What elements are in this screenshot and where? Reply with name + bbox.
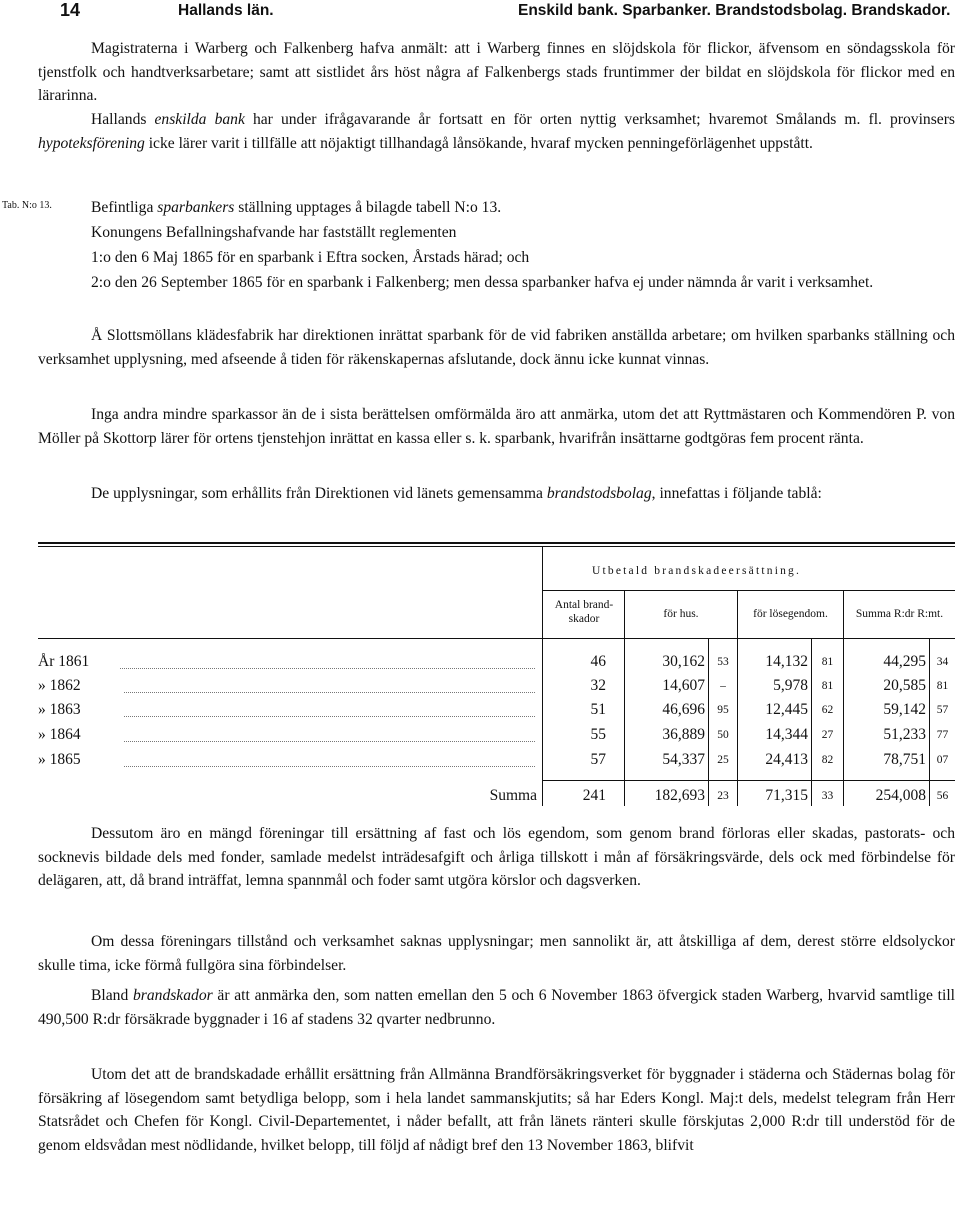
page-number: 14 xyxy=(60,0,81,20)
paragraph-brandskador: Bland brandskador är att anmärka den, som natten emellan den 5 och 6 November 1863 öfvergick staden Warberg, hvarvid samtlige till 490,500 R:dr försäkrade byggnader i 16 af stadens 32 qvarter nedbrunno. xyxy=(38,987,956,1028)
header-region: Hallands län. xyxy=(178,2,274,19)
paragraph-sparbanker: Befintliga sparbankers ställning upptages å bilagde tabell N:o 13. xyxy=(91,199,502,216)
paragraph-upplysningar: Om dessa föreningars tillstånd och verksamhet saknas upplysningar; men sannolikt är, att åtskilliga af dem, derest större eldsolyckor skulle tima, icke förmå fullgöra sina förbindelser. xyxy=(38,933,955,974)
paragraph-slottsmollan: Å Slottsmöllans klädesfabrik har direktionen inrättat sparbank för de vid fabriken anställda arbetare; om hvilken sparbanks ställning och verksamhet upplysning, med afseende å tiden för räkenskapernas afslutande, dock ännu icke kunnat vinnas. xyxy=(38,327,955,368)
running-header xyxy=(0,0,960,26)
paragraph-ersattning: Utom det att de brandskadade erhållit ersättning från Allmänna Brandförsäkringsverket för byggnader i städerna och Städernas bolag för försäkring af lösegendom samt betydliga belopp, som i hela landet sammanskjutits; så har Eders Kongl. Maj:t dels, medelst telegram från Herr Statsrådet och Chefen för Kongl. Civil-Departementet, i nåder befallt, att från länets ränteri skulle förskjutas 2,000 R:dr till understöd för de genom eldsvådan mest nödlidande, hvilket belopp, till följd af nådigt bref den 13 November 1863, blifvit xyxy=(38,1066,955,1154)
column-header-losegendom: för lösegendom. xyxy=(753,608,828,620)
column-header-count: Antal brand-skador xyxy=(554,599,614,625)
paragraph-foreningar: Dessutom äro en mängd föreningar till ersättning af fast och lös egendom, som genom brand förloras eller skadas, pastorats- och socknevis bildade dels med fonder, samlade medelst inträdesafgift och årliga tillskott i mån af försäkringsvärde, dels ock med förbindelse för delägaren, att, då brand inträffat, lemna spannmål och foder samt utgöra körslor och dagsverken. xyxy=(38,825,955,890)
header-section: Enskild bank. Sparbanker. Brandstodsbolag. Brandskador. xyxy=(518,2,951,19)
column-header-summa: Summa R:dr R:mt. xyxy=(855,608,944,620)
paragraph-slojdskola: Magistraterna i Warberg och Falkenberg hafva anmält: att i Warberg finnes en slöjdskola för flickor, äfvensom en söndagsskola för tjenstfolk och handtverksarbetare; samt att sistlidet års höst några af Falkenbergs stads fruntimmer der bildat en slöjdskola för flickor med en lärarinna. xyxy=(38,40,955,105)
paragraph-sparkassor: Inga andra mindre sparkassor än de i sista berättelsen omförmälda äro att anmärka, utom det att Ryttmästaren och Kommendören P. von Möller på Skottorp lärer för ortens tjenstehjon inrättat en kassa eller s. k. sparbank, hvarifrån insättarne godtgöras fem procent ränta. xyxy=(38,406,955,447)
document-page: 14 Hallands län. Enskild bank. Sparbanker. Brandstodsbolag. Brandskador. Magistraterna i Warberg och Falkenberg hafva anmält: att i Warberg finnes en slöjdskola för flickor, äfvensom en söndagsskola för tjenstfolk och handtverksarbetare; samt att sistlidet års höst några af Falkenbergs stads fruntimmer der bildat en slöjdskola för flickor med en lärarinna. Hallands enskilda bank har under ifrågavarande år fortsatt en för orten nyttig verksamhet; hvaremot Smålands m. fl. provinsers hypoteksförening icke lärer varit i tillfälle att nöjaktigt tillhandagå lånsökande, hvaraf mycken penningeförlägenhet uppstått. Tab. N:o 13. Befintliga sparbankers ställning upptages å bilagde tabell N:o 13. Konungens Befallningshafvande har fastställt reglementen 1:o den 6 Maj 1865 för en sparbank i Eftra socken, Årstads härad; och 2:o den 26 September 1865 för en sparbank i Falkenberg; men dessa sparbanker hafva ej under nämnda år varit i verksamhet. Å Slottsmöllans klädesfabrik har direktionen inrättat sparbank för de vid fabriken anställda arbetare; om hvilken sparbanks ställning och verksamhet upplysning, med afseende å tiden för räkenskapernas afslutande, dock ännu icke kunnat vinnas. Inga andra mindre sparkassor än de i sista berättelsen omförmälda äro att anmärka, utom det att Ryttmästaren och Kommendören P. von Möller på Skottorp lärer för ortens tjenstehjon inrättat en kassa eller s. k. sparbank, hvarifrån insättarne godtgöras fem procent ränta. De upplysningar, som erhållits från Direktionen vid länets gemensamma brandstodsbolag, innefattas i följande tablå: Utbetald brandskadeersättning. Antal brand-skador för hus. för lösegendom. Summa R:dr R:mt. År 1861 46 30,162 53 14,132 81 44,295 34 » 1862 32 14,607 – 5,978 81 20,585 81 » 1863 51 46,696 95 12,445 62 59,142 57 » 1864 55 36,889 50 14,344 27 51,233 77 » 1865 57 54,337 25 24,413 82 78,751 07 Summa 241 182,693 23 71,315 33 254,008 56 Dessutom äro en mängd föreningar till ersättning af fast och lös egendom, som genom brand förloras eller skadas, pastorats- och socknevis bildade dels med fonder, samlade medelst inträdesafgift och årliga tillskott i mån af försäkringsvärde, dels ock med förbindelse för delägaren, att, då brand inträffat, lemna spannmål och foder samt utgöra körslor och dagsverken. Om dessa föreningars tillstånd och verksamhet saknas upplysningar; men sannolikt är, att åtskilliga af dem, derest större eldsolyckor skulle tima, icke förmå fullgöra sina förbindelser. Bland brandskador är att anmärka den, som natten emellan den 5 och 6 November 1863 öfvergick staden Warberg, hvarvid samtlige till 490,500 R:dr försäkrade byggnader i 16 af stadens 32 qvarter nedbrunno. Utom det att de brandskadade erhållit ersättning från Allmänna Brandförsäkringsverket för byggnader i städerna och Städernas bolag för försäkring af lösegendom samt betydliga belopp, som i hela landet sammanskjutits; så har Eders Kongl. Maj:t dels, medelst telegram från Herr Statsrådet och Chefen för Kongl. Civil-Departementet, i nåder befallt, att från länets ränteri skulle förskjutas 2,000 R:dr till understöd för de genom eldsvådan mest nödlidande, hvilket belopp, till följd af nådigt bref den 13 November 1863, blifvit xyxy=(0,0,960,1208)
paragraph-brandstodsbolag: De upplysningar, som erhållits från Direktionen vid länets gemensamma brandstodsbolag, innefattas i följande tablå: xyxy=(91,485,822,502)
margin-note-table-ref: Tab. N:o 13. xyxy=(2,200,52,211)
paragraph-reglementen: Konungens Befallningshafvande har fastställt reglementen xyxy=(91,224,457,241)
paragraph-falkenberg: 2:o den 26 September 1865 för en sparbank i Falkenberg; men dessa sparbanker hafva ej under nämnda år varit i verksamhet. xyxy=(91,274,874,291)
paragraph-eftra: 1:o den 6 Maj 1865 för en sparbank i Eftra socken, Årstads härad; och xyxy=(91,249,530,266)
paragraph-enskild-bank: Hallands enskilda bank har under ifrågavarande år fortsatt en för orten nyttig verksamhet; hvaremot Smålands m. fl. provinsers hypoteksförening icke lärer varit i tillfälle att nöjaktigt tillhandagå lånsökande, hvaraf mycken penningeförlägenhet uppstått. xyxy=(38,111,955,152)
table-group-header: Utbetald brandskadeersättning. xyxy=(592,565,802,577)
column-header-hus: för hus. xyxy=(663,608,699,620)
